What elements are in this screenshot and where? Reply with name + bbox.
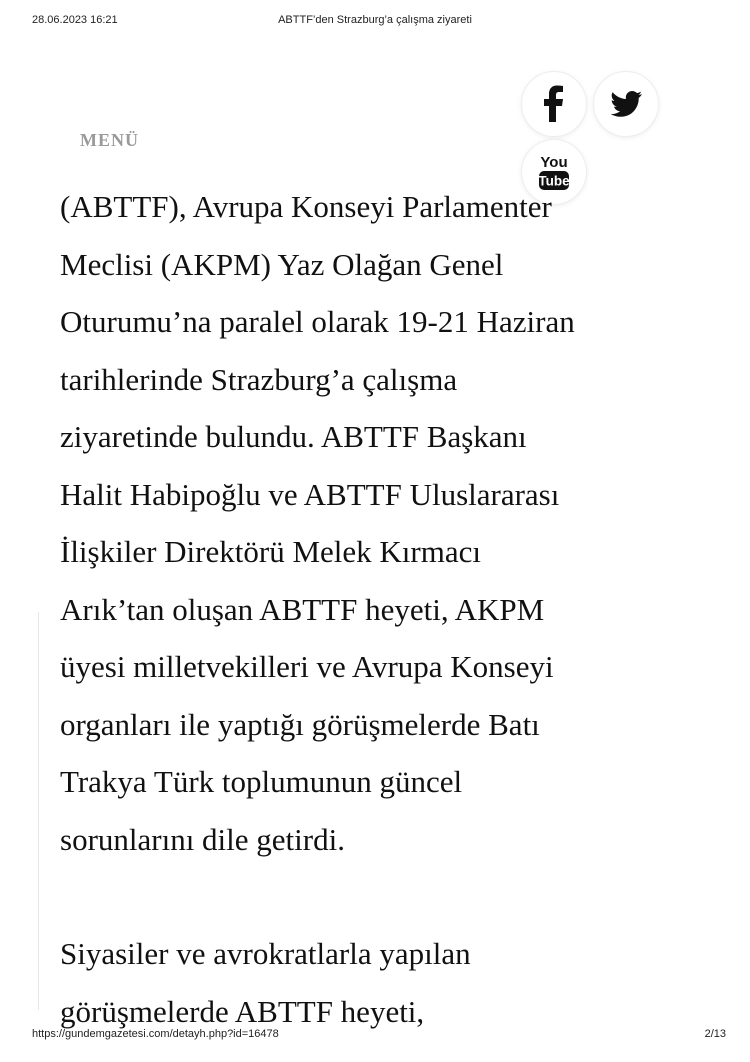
youtube-tube-text: Tube [538, 173, 570, 189]
article-line: organları ile yaptığı görüşmelerde Batı [60, 706, 540, 742]
article-paragraph-1 [60, 178, 710, 868]
article-line: üyesi milletvekilleri ve Avrupa Konseyi [60, 649, 554, 684]
twitter-icon [594, 72, 658, 136]
article-line: ziyaretinde bulundu. ABTTF Başkanı [60, 419, 527, 454]
menu-button[interactable]: MENÜ [80, 130, 139, 150]
article-line: Oturumu’na paralel olarak 19-21 Haziran [60, 304, 575, 339]
print-page-title: ABTTF’den Strazburg’a çalışma ziyareti [278, 14, 472, 26]
article-line: Siyasiler ve avrokratlarla yapılan [60, 936, 471, 971]
print-page-number: 2/13 [704, 1028, 726, 1040]
article-line: görüşmelerde ABTTF heyeti, [60, 993, 425, 1029]
facebook-icon [522, 72, 586, 136]
article-paragraph-2 [60, 925, 710, 1040]
article-body [60, 178, 710, 1040]
print-header [0, 14, 750, 30]
facebook-button[interactable] [522, 72, 586, 136]
youtube-you-text: You [540, 154, 568, 171]
print-url: https://gundemgazetesi.com/detayh.php?id=16478 [32, 1028, 279, 1040]
article-line: Arık’tan oluşan ABTTF heyeti, AKPM [60, 591, 545, 627]
article-line: İlişkiler Direktörü Melek Kırmacı [60, 534, 481, 569]
article-line: Halit Habipoğlu ve ABTTF Uluslararası [60, 476, 560, 512]
article-line: tarihlerinde Strazburg’a çalışma [60, 361, 458, 397]
article-line: sorunlarını dile getirdi. [60, 821, 345, 857]
print-date: 28.06.2023 16:21 [32, 14, 118, 26]
print-footer [0, 1028, 750, 1044]
article-line: Meclisi (AKPM) Yaz Olağan Genel [60, 246, 504, 282]
article-line: Trakya Türk toplumunun güncel [60, 764, 463, 799]
twitter-button[interactable] [594, 72, 658, 136]
article-line: (ABTTF), Avrupa Konseyi Parlamenter [60, 189, 552, 224]
left-divider [38, 612, 39, 1010]
